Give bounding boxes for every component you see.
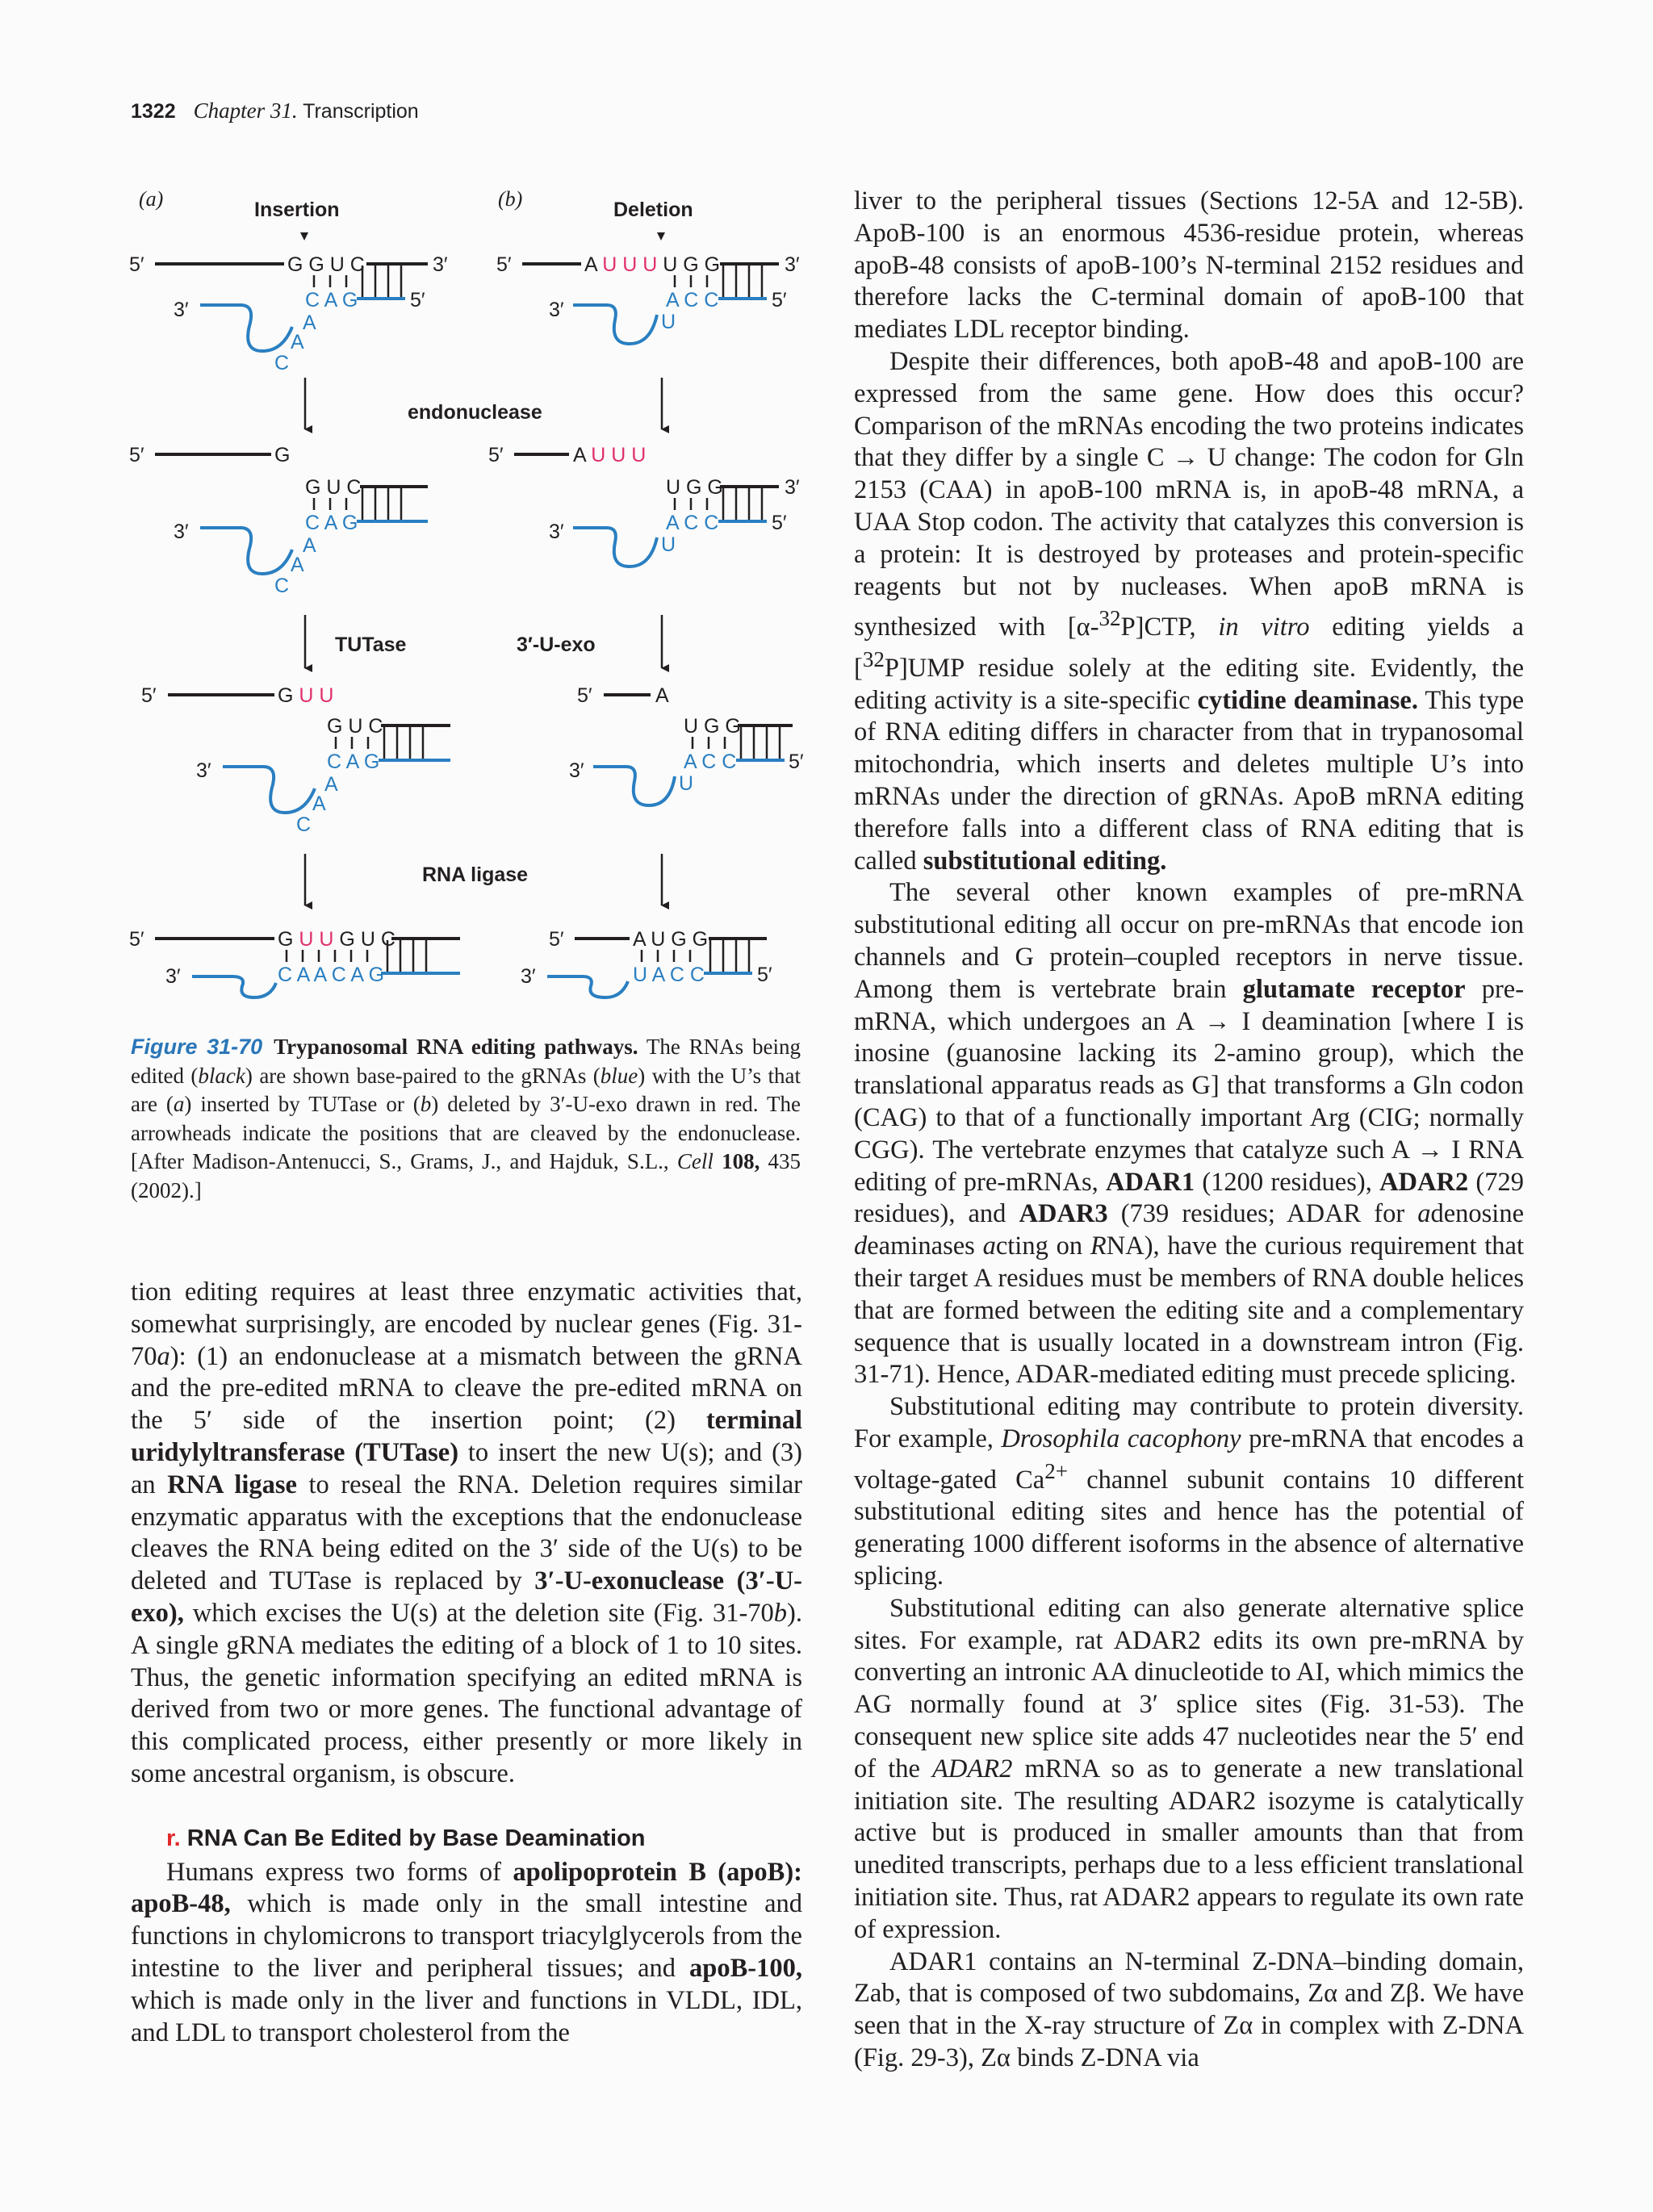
three-prime: 3′ (785, 253, 800, 276)
cleavage-arrowhead (300, 232, 308, 240)
term: apoB-48, (131, 1889, 231, 1919)
grna-loop (593, 767, 675, 805)
three-prime: 3′ (174, 299, 189, 321)
body-paragraph: ADAR1 contains an N-terminal Z-DNA–binding domain, Zab, that is composed of two subdomains, Zα and Zβ. We have seen that in the X-ray structure of Zα in complex with Z-DNA (Fig. 29-3), Zα binds Z-DNA via (854, 1946, 1524, 2072)
grna-seq: A C C (666, 289, 719, 312)
grna-loop (192, 976, 276, 997)
three-prime: 3′ (196, 759, 211, 782)
cleavage-arrowhead (657, 232, 665, 240)
term: terminal uridylyltransferase (TUTase) (131, 1406, 802, 1467)
grna-seq: C A G (327, 751, 380, 773)
three-prime: 3′ (549, 521, 564, 543)
five-prime: 5′ (757, 964, 772, 986)
mrna-seq: A (584, 253, 597, 276)
deleted-u: U U U (602, 253, 658, 276)
five-prime: 5′ (410, 289, 425, 312)
grna-base: U (661, 311, 676, 333)
term: glutamate receptor (1242, 974, 1466, 1004)
grna-seq: C A G (305, 289, 358, 312)
right-column (854, 186, 1524, 2075)
body-paragraph: tion editing requires at least three enzymatic activities that, somewhat surprisingly, are encoded by nuclear genes (Fig. 31-70a): (1) an endonuclease at a mismatch between the gRNA and the pre-edited mRNA to cleave the pre-edited mRNA on the 5′ side of the insertion point; (2) terminal uridylyltransferase (TUTase) to insert the new U(s); and (3) an RNA ligase to reseal the RNA. Deletion requires similar enzymatic apparatus with the exceptions that the endonuclease cleaves the RNA being edited on the 3′ side of the U(s) to be deleted and TUTase is replaced by 3′-U-exonuclease (3′-U-exo), which excises the U(s) at the deletion site (Fig. 31-70b). A single gRNA mediates the editing of a block of 1 to 10 sites. Thus, the genetic information specifying an edited mRNA is derived from two or more genes. The functional advantage of this complicated process, either presently or more likely in some ancestral organism, is obscure. (131, 1277, 802, 1788)
three-prime: 3′ (521, 965, 536, 988)
grna-seq: C A G (305, 512, 358, 534)
mrna-seq: U G G (666, 476, 723, 499)
panel-a-letter: (a) (139, 187, 164, 211)
mrna-seq: U G G (663, 253, 721, 276)
grna-base: A (324, 773, 338, 796)
label-endonuclease: endonuclease (408, 401, 542, 424)
running-header (131, 98, 419, 123)
grna-base: A (303, 312, 316, 334)
term: ADAR3 (1019, 1199, 1108, 1229)
label-u-exo: 3′-U-exo (517, 633, 596, 656)
three-prime: 3′ (785, 476, 800, 499)
grna-base: A (291, 554, 304, 576)
mrna-seq: A (573, 444, 586, 466)
grna-base: A (312, 792, 326, 815)
deleted-u: U U U (591, 444, 647, 466)
term: cytidine deaminase. (1197, 685, 1418, 715)
grna-base: C (274, 575, 290, 597)
grna-loop (200, 305, 292, 351)
grna-seq: U A C C (633, 964, 705, 986)
three-prime: 3′ (433, 253, 448, 276)
mrna-seq: A U G G (633, 928, 709, 951)
body-paragraph: Substitutional editing can also generate alternative splice sites. For example, rat ADAR2 edits its own pre-mRNA by converting an intronic AA dinucleotide to AI, which mimics the AG normally found at 3′ splice sites (Fig. 31-53). The consequent new splice site adds 47 nucleotides near the 5′ end of the ADAR2 mRNA so as to generate a new translational initiation site. The resulting ADAR2 isozyme is catalytically active but is produced in smaller amounts than that from unedited transcripts, perhaps due to a less efficient translational initiation site. Thus, rat ADAR2 appears to regulate its own rate of expression. (854, 1593, 1524, 1944)
body-paragraph: Humans express two forms of apolipoprotein B (apoB): apoB-48, which is made only in the small intestine and functions in chylomicrons to transport triacylglycerols from the intestine to the liver and peripheral tissues; and apoB-100, which is made only in the liver and functions in VLDL, IDL, and LDL to transport cholesterol from the (131, 1857, 802, 2047)
term: ADAR1 (1105, 1167, 1195, 1197)
grna-seq: C A A C A G (278, 964, 385, 986)
five-prime: 5′ (488, 444, 504, 466)
grna-base: A (303, 534, 316, 557)
five-prime: 5′ (129, 253, 144, 276)
grna-base: C (274, 352, 290, 374)
term: apoB-100, (689, 1953, 802, 1983)
grna-loop (573, 528, 657, 567)
panel-b-title: Deletion (613, 199, 693, 221)
five-prime: 5′ (129, 928, 144, 951)
mrna-seq: U G G (684, 715, 741, 738)
caption-title: Trypanosomal RNA editing pathways. (274, 1035, 638, 1059)
mrna-seq: G (274, 444, 291, 466)
grna-base: A (291, 331, 304, 353)
five-prime: 5′ (496, 253, 512, 276)
mrna-seq: G U C (305, 476, 362, 499)
mrna-seq: G G U C (287, 253, 365, 276)
term: ADAR2 (1379, 1167, 1469, 1197)
grna-loop (573, 305, 657, 344)
panel-a-title: Insertion (254, 199, 340, 221)
five-prime: 5′ (772, 512, 787, 534)
body-paragraph: The several other known examples of pre-mRNA substitutional editing all occur on pre-mRNAs that encode ion channels and G protein–coupled receptors in nerve tissue. Among them is vertebrate brain glutamate receptor pre-mRNA, which undergoes an A → I deamination [where I is inosine (guanosine lacking its 2-amino group), which the translational apparatus reads as G] that transforms a Gln codon (CAG) to that of a functionally important Arg (CIG; normally CGG). The vertebrate enzymes that catalyze such A → I RNA editing of pre-mRNAs, ADAR1 (1200 residues), ADAR2 (729 residues), and ADAR3 (739 residues; ADAR for adenosine deaminases acting on RNA), have the curious requirement that their target A residues must be members of RNA double helices that are formed between the editing site and a complementary sequence that is usually located in a downstream intron (Fig. 31-71). Hence, ADAR-mediated editing must precede splicing. (854, 878, 1525, 1390)
five-prime: 5′ (549, 928, 564, 951)
grna-seq: A C C (684, 751, 737, 773)
rna-editing-figure (121, 178, 815, 1001)
term: substitutional editing. (923, 846, 1167, 876)
grna-loop (547, 976, 628, 997)
grna-loop (223, 767, 315, 813)
grna-base: U (679, 772, 694, 795)
three-prime: 3′ (165, 965, 181, 988)
svg-text:A U U U (573, 444, 646, 466)
mrna-seq: G (278, 928, 294, 951)
term: RNA ligase (167, 1470, 297, 1499)
mrna-seq: G U C (327, 715, 383, 738)
body-paragraph: Substitutional editing may contribute to protein diversity. For example, Drosophila cacophony pre-mRNA that encodes a voltage-gated $Ca^{2+}$ channel subunit contains 10 different substitutional editing sites and hence has the potential of generating 1000 different isoforms in the absence of alternative splicing. (854, 1392, 1525, 1591)
three-prime: 3′ (549, 299, 564, 321)
grna-seq: A C C (666, 512, 719, 534)
grna-base: U (661, 533, 676, 556)
svg-text:G U U (278, 684, 333, 707)
three-prime: 3′ (174, 521, 189, 543)
grna-base: C (296, 813, 312, 836)
panel-b-letter: (b) (498, 187, 523, 211)
label-tutase: TUTase (335, 633, 407, 656)
chapter-title: Transcription (303, 100, 419, 123)
chapter-label: Chapter 31. (193, 98, 298, 123)
left-column (131, 1277, 802, 2049)
grna-loop (200, 528, 292, 574)
label-ligase: RNA ligase (422, 863, 529, 886)
section-heading: r. RNA Can Be Edited by Base Deamination (166, 1825, 646, 1851)
inserted-u: U U (299, 928, 334, 951)
five-prime: 5′ (789, 751, 804, 773)
figure-caption: Figure 31-70 Trypanosomal RNA editing pathways. The RNAs being edited (black) are shown base-paired to the gRNAs (blue) with the U’s that are (a) inserted by TUTase or (b) deleted by 3′-U-exo drawn in red. The arrowheads indicate the positions that are cleaved by the endonuclease. [After Madison-Antenucci, S., Grams, J., and Hajduk, S.L., Cell 108, 435 (2002).] (131, 1035, 801, 1202)
term: apolipoprotein B (apoB): (513, 1857, 802, 1887)
svg-text:A U U U U G G (584, 253, 720, 276)
mrna-seq: G U C (339, 928, 395, 951)
five-prime: 5′ (141, 684, 157, 707)
svg-text:G U U G U C (278, 928, 395, 951)
mrna-seq: A (655, 684, 669, 707)
three-prime: 3′ (569, 759, 584, 782)
inserted-u: U U (299, 684, 334, 707)
term: 3′-U-exonuclease (3′-U-exo), (131, 1566, 802, 1628)
mrna-seq: G (278, 684, 294, 707)
five-prime: 5′ (129, 444, 144, 466)
page-number: 1322 (131, 100, 176, 123)
five-prime: 5′ (577, 684, 592, 707)
body-paragraph: liver to the peripheral tissues (Sections 12-5A and 12-5B). ApoB-100 is an enormous 4536-residue protein, whereas apoB-48 consists of apoB-100’s N-terminal 2152 residues and therefore lacks the C-terminal domain of apoB-100 that mediates LDL receptor binding. (854, 186, 1524, 345)
five-prime: 5′ (772, 289, 787, 312)
body-paragraph: Despite their differences, both apoB-48 and apoB-100 are expressed from the same gene. How does this occur? Comparison of the mRNAs encoding the two proteins indicates that they differ by a single C → U change: The codon for Gln 2153 (CAA) in apoB-100 mRNA is, in apoB-48 mRNA, a UAA Stop codon. The activity that catalyzes this conversion is a protein: It is destroyed by proteases and protein-specific reagents but not by nucleases. When apoB mRNA is synthesized with [α-$^{32}$P]CTP, in vitro editing yields a [$^{32}$P]UMP residue solely at the editing site. Evidently, the editing activity is a site-specific cytidine deaminase. This type of RNA editing differs in character from that in trypanosomal mitochondria, which inserts and deletes multiple U’s into mRNAs under the direction of gRNAs. ApoB mRNA editing therefore falls into a different class of RNA editing that is called substitutional editing. (854, 346, 1525, 876)
figure-number: Figure 31-70 (131, 1035, 263, 1059)
